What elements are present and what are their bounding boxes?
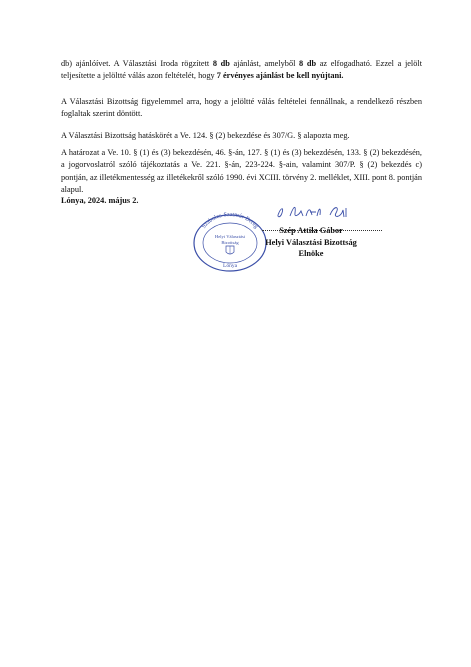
svg-text:Lónya: Lónya [222, 263, 238, 269]
paragraph-decision: A Választási Bizottság figyelemmel arra, hogy a jelöltté válás feltételei fennállnak, a rendelkező részben foglaltak szerint döntött. [61, 97, 422, 119]
paragraph-recommendations [61, 58, 422, 83]
signatory-block [251, 215, 371, 260]
p1-text-1: db) ajánlóívet. A Választási Iroda rögzített [61, 59, 213, 68]
signatory-body: Helyi Választási Bizottság [265, 237, 357, 247]
p1-bold-1: 8 db [212, 59, 230, 68]
p1-bold-2: 8 db [299, 59, 317, 68]
svg-text:Helyi Választási: Helyi Választási [214, 234, 246, 239]
svg-text:Szabolcs-Szatmár-Bereg: Szabolcs-Szatmár-Bereg [201, 212, 259, 230]
p1-bold-3: 7 érvényes ajánlást be kell nyújtani. [216, 71, 344, 81]
p1-text-3: az elfogadható. Ezzel a jelölt teljesítette a jelöltté válás azon feltételét, hogy [61, 59, 422, 81]
svg-text:Bizottság: Bizottság [221, 240, 239, 245]
document-date: Lónya, 2024. május 2. [61, 196, 139, 205]
signatory-role: Elnöke [298, 249, 324, 258]
p1-text-2: ajánlást, amelyből [229, 59, 300, 68]
paragraph-competence: A Választási Bizottság hatáskörét a Ve. 124. § (2) bekezdése és 307/G. § alapozta meg. [61, 131, 350, 140]
signatory-name: Szép Attila Gábor [279, 226, 343, 235]
paragraph-legal-basis: A határozat a Ve. 10. § (1) és (3) bekezdésén, 46. §-án, 127. § (1) és (3) bekezdésén, 133. § (2) bekezdésén, a jogorvoslatról szóló tájékoztatás a Ve. 221. §-án, 223-224. §-ain, valamint 307/P. § (2) bekezdés c) pontján, az illetékmentesség az illetékekről szóló 1990. évi XCIII. törvény 2. melléklet, XIII. pont 8. pontján alapul. [61, 148, 422, 194]
